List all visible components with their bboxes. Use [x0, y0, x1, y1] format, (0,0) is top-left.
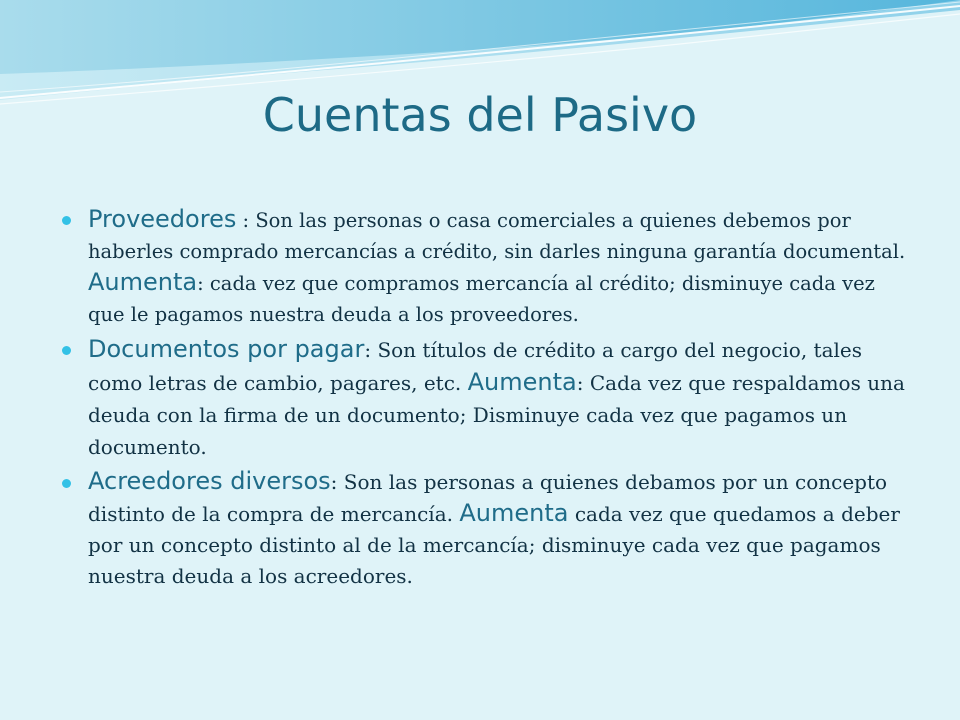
- bullet-item-proveedores: [62, 204, 912, 330]
- term-documentos-por-pagar: Documentos por pagar: [88, 335, 365, 363]
- bullet-item-documentos-por-pagar: [62, 333, 912, 463]
- bullet-text-continued: Cada vez que respaldamos una deuda con la firma de un documento; Disminuye cada vez que pagamos un documento.: [88, 371, 905, 459]
- keyword-aumenta: Aumenta: [88, 268, 198, 296]
- term-acreedores-diversos: Acreedores diversos: [88, 467, 331, 495]
- bullet-text: Son títulos de crédito a cargo del negocio, tales como letras de cambio, pagares, etc.: [88, 338, 862, 395]
- bullet-text: Son las personas o casa comerciales a quienes debemos por haberles comprado mercancías a crédito, sin darles ninguna garantía documental.: [88, 209, 906, 263]
- keyword-separator: :: [197, 272, 210, 295]
- term-separator: :: [330, 470, 344, 494]
- keyword-separator: :: [576, 371, 590, 395]
- term-separator: :: [364, 338, 378, 362]
- bullet-dot-icon: [62, 346, 71, 355]
- term-proveedores: Proveedores: [88, 205, 237, 233]
- keyword-aumenta: Aumenta: [467, 368, 577, 396]
- bullet-text-continued: cada vez que compramos mercancía al crédito; disminuye cada vez que le pagamos nuestra deuda a los proveedores.: [88, 272, 875, 326]
- term-separator: :: [236, 209, 256, 232]
- keyword-aumenta: Aumenta: [459, 499, 569, 527]
- bullet-text-continued: cada vez que quedamos a deber por un concepto distinto al de la mercancía; disminuye cada vez que pagamos nuestra deuda a los acreedores.: [88, 502, 900, 588]
- bullet-list: [62, 204, 912, 592]
- bullet-item-acreedores-diversos: [62, 466, 912, 592]
- slide-title: Cuentas del Pasivo: [262, 88, 698, 142]
- bullet-text: Son las personas a quienes debamos por un concepto distinto de la compra de mercancía.: [88, 470, 888, 526]
- bullet-dot-icon: [62, 479, 71, 488]
- bullet-dot-icon: [62, 216, 71, 225]
